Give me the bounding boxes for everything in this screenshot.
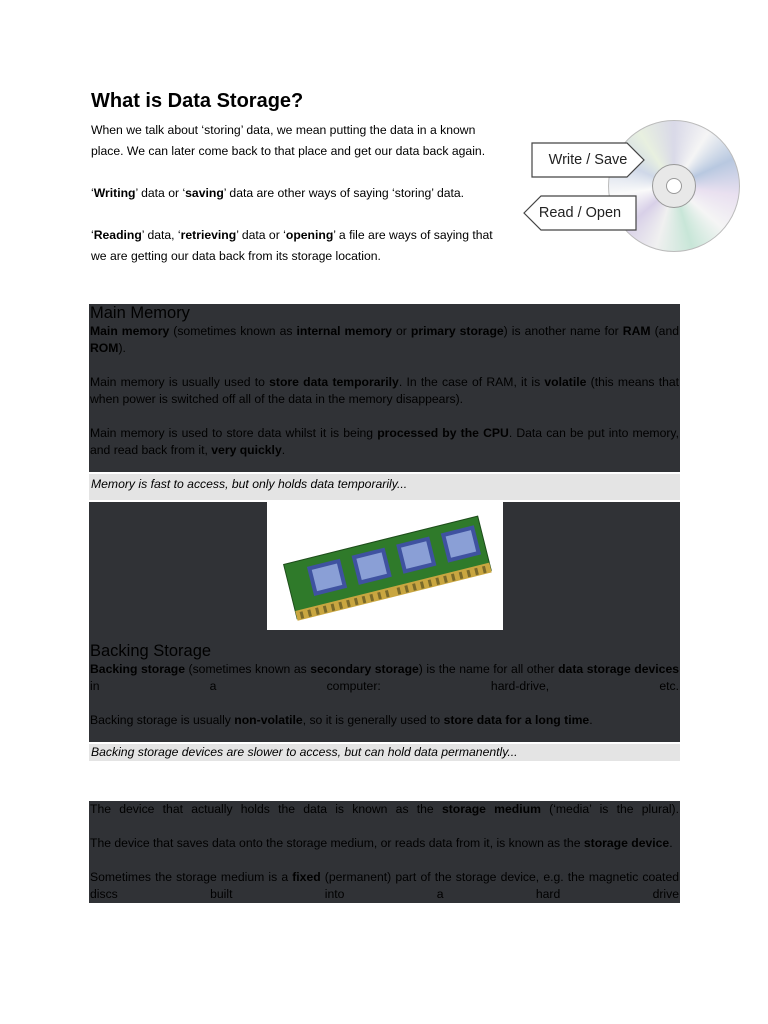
main-memory-panel — [89, 304, 680, 472]
backing-storage-heading: Backing Storage — [90, 642, 212, 660]
main-memory-heading: Main Memory — [90, 304, 190, 322]
intro-paragraph-3: ‘Reading’ data, ‘retrieving’ data or ‘opening’ a file are ways of saying that we are getting our data back from its storage location. — [91, 228, 493, 263]
intro-paragraph-2: ‘Writing’ data or ‘saving’ data are other ways of saying ‘storing’ data. — [91, 186, 465, 200]
storage-medium-panel — [89, 801, 680, 903]
storage-medium-paragraph-2: The device that saves data onto the storage medium, or reads data from it, is known as the storage device. — [90, 836, 673, 850]
main-memory-paragraph-3: Main memory is used to store data whilst it is being processed by the CPU. Data can be put into memory, and read back from it, very quickly. — [90, 426, 679, 457]
term-saving: saving — [185, 186, 224, 200]
backing-storage-paragraph-2: Backing storage is usually non-volatile, so it is generally used to store data for a long time. — [90, 713, 593, 727]
backing-storage-caption: Backing storage devices are slower to access, but can hold data permanently... — [89, 744, 680, 761]
term-writing: Writing — [93, 186, 136, 200]
main-memory-paragraph-1: Main memory (sometimes known as internal memory or primary storage) is another name for RAM (and ROM). — [90, 324, 679, 355]
intro-text — [91, 120, 501, 288]
write-save-label: Write / Save — [548, 152, 628, 168]
storage-medium-paragraph-1: The device that actually holds the data is known as the storage medium (‘media’ is the plural). — [90, 802, 680, 816]
backing-storage-paragraph-1: Backing storage (sometimes known as secondary storage) is the name for all other data storage devices in a computer: hard-drive, etc. — [90, 662, 680, 693]
storage-medium-paragraph-3: Sometimes the storage medium is a fixed (permanent) part of the storage device, e.g. the magnetic coated discs built into a hard drive — [90, 870, 680, 901]
intro-paragraph-1: When we talk about ‘storing’ data, we mean putting the data in a known place. We can later come back to that place and get our data back again. — [91, 123, 486, 158]
ram-module-icon — [267, 502, 503, 630]
term-reading: Reading — [93, 228, 142, 242]
term-opening: opening — [285, 228, 334, 242]
page-title: What is Data Storage? — [91, 90, 304, 112]
read-open-label: Read / Open — [538, 205, 622, 221]
main-memory-caption: Memory is fast to access, but only holds data temporarily... — [89, 474, 680, 500]
main-memory-paragraph-2: Main memory is usually used to store data temporarily. In the case of RAM, it is volatile (this means that when power is switched off all of the data in the memory disappears). — [90, 375, 680, 406]
write-save-arrow — [531, 142, 645, 178]
ram-image — [267, 502, 503, 630]
cd-disc-icon — [608, 120, 740, 252]
read-open-arrow — [523, 195, 637, 231]
term-retrieving: retrieving — [180, 228, 237, 242]
cd-figure — [523, 120, 738, 250]
